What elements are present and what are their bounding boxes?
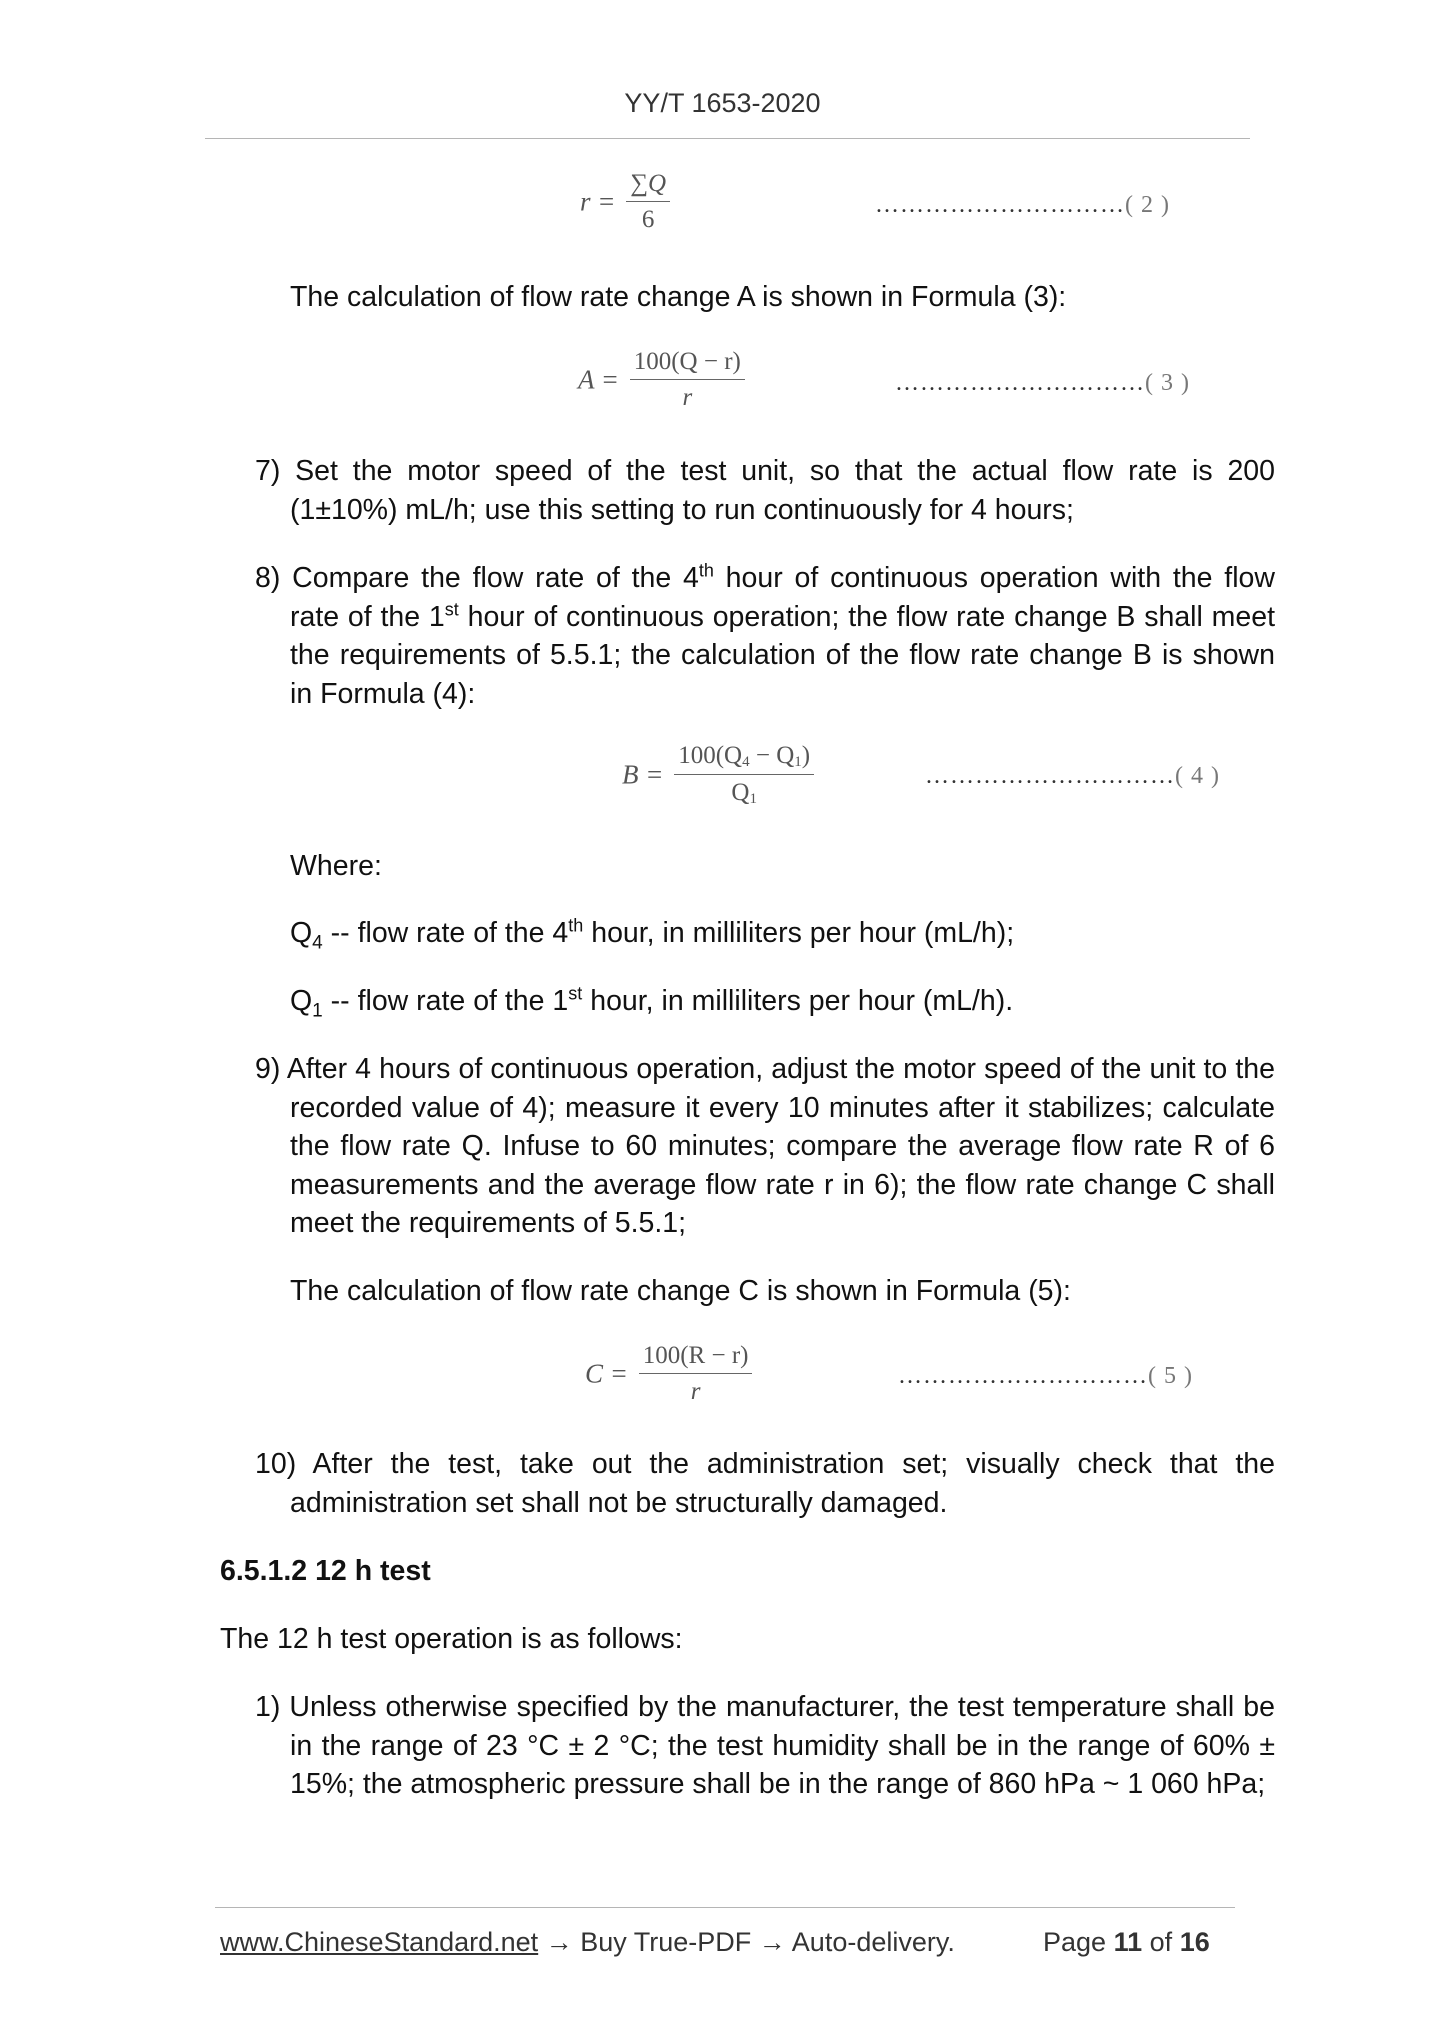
formula-2-fraction <box>626 170 670 234</box>
formula-2-lhs: r = <box>580 186 616 217</box>
arrow-right-icon: → <box>545 1927 573 1957</box>
item-8-text-c: hour of continuous operation; the flow rate change B shall meet the requirements of 5.5.1; the calculation of the flow rate change B is shown in Formula (4): <box>290 600 1276 710</box>
formula-2-numerator: ∑Q <box>626 170 670 202</box>
q4-subscript: 4 <box>312 932 323 954</box>
formula-3-numerator: 100(Q − r) <box>630 348 745 380</box>
document-code-header: YY/T 1653-2020 <box>624 88 821 118</box>
auto-delivery-text: Auto-delivery. <box>791 1927 955 1957</box>
header-divider <box>205 138 1250 139</box>
paragraph-formula-3-intro: The calculation of flow rate change A is shown in Formula (3): <box>290 281 1067 313</box>
formula-2 <box>580 170 670 234</box>
formula-3-lhs: A = <box>578 364 619 395</box>
item-8-text-b: hour of continuous operation with the flow rate of the 1 <box>290 562 1275 633</box>
list-item-10: 10) After the test, take out the administration set; visually check that the administration set shall not be structurally damaged. <box>255 1448 1275 1519</box>
formula-5-lhs: C = <box>585 1358 628 1389</box>
page-label: Page <box>1043 1927 1107 1957</box>
formula-3-dots: ………………………… <box>895 370 1145 396</box>
page-number <box>1043 1927 1210 1958</box>
formula-4-num-a: 100(Q <box>678 742 743 769</box>
footer-left <box>220 1927 955 1958</box>
formula-5-numerator: 100(R − r) <box>639 1342 753 1374</box>
formula-4-numerator <box>674 742 814 775</box>
formula-5-denominator: r <box>690 1378 701 1405</box>
formula-5-fraction <box>639 1342 753 1406</box>
formula-2-dots: ………………………… <box>875 192 1125 218</box>
current-page: 11 <box>1113 1927 1143 1957</box>
item-8-sup-st: st <box>444 599 459 619</box>
formula-3-reference <box>895 370 1190 397</box>
q1-symbol: Q <box>290 985 313 1017</box>
section-heading-6-5-1-2: 6.5.1.2 12 h test <box>220 1555 431 1587</box>
definition-q4 <box>290 914 1014 953</box>
formula-4-den-q: Q <box>731 779 750 806</box>
chinesestandard-link[interactable]: www.ChineseStandard.net <box>220 1927 539 1957</box>
formula-4-num-b: − Q <box>749 742 795 769</box>
list-item-9: 9) After 4 hours of continuous operation, adjust the motor speed of the unit to the recorded value of 4); measure it every 10 minutes after it stabilizes; calculate the flow rate Q. Infuse to 60 minutes; compare the average flow rate R of 6 measurements and the average flow rate r in 6); the flow rate change C shall meet the requirements of 5.5.1; <box>255 1053 1275 1239</box>
formula-2-reference <box>875 192 1170 219</box>
paragraph-12h-intro: The 12 h test operation is as follows: <box>220 1623 683 1655</box>
item-8-text-a: 8) Compare the flow rate of the 4 <box>255 562 699 594</box>
formula-5-number: ( 5 ) <box>1148 1363 1193 1389</box>
definition-q1 <box>290 982 1013 1021</box>
q4-sup: th <box>568 915 584 936</box>
formula-3-denominator: r <box>682 384 693 411</box>
formula-4-num-sub-1: 1 <box>794 754 802 770</box>
q1-text-b: hour, in milliliters per hour (mL/h). <box>582 985 1014 1017</box>
formula-4-number: ( 4 ) <box>1175 763 1220 789</box>
formula-3-number: ( 3 ) <box>1145 370 1190 396</box>
total-pages: 16 <box>1179 1927 1210 1957</box>
q1-sup: st <box>568 983 583 1004</box>
formula-5-reference <box>898 1363 1193 1390</box>
formula-3-fraction <box>630 348 745 412</box>
footer-divider <box>215 1907 1235 1908</box>
q4-text-b: hour, in milliliters per hour (mL/h); <box>583 917 1015 949</box>
list-item-7: 7) Set the motor speed of the test unit, so that the actual flow rate is 200 (1±10%) mL/h; use this setting to run continuously for 4 hours; <box>255 455 1275 526</box>
formula-2-denominator: 6 <box>641 206 655 233</box>
q4-text-a: -- flow rate of the 4 <box>322 917 569 949</box>
formula-4-denominator <box>674 775 814 808</box>
formula-4-den-sub: 1 <box>749 791 757 807</box>
q1-text-a: -- flow rate of the 1 <box>322 985 569 1017</box>
q1-subscript: 1 <box>312 1000 323 1022</box>
formula-5-dots: ………………………… <box>898 1363 1148 1389</box>
formula-4-fraction <box>674 742 814 808</box>
of-label: of <box>1149 1927 1173 1957</box>
formula-4-dots: ………………………… <box>925 763 1175 789</box>
formula-5 <box>585 1342 752 1406</box>
formula-3 <box>578 348 745 412</box>
formula-4 <box>622 742 814 808</box>
formula-4-num-sub-4: 4 <box>742 754 750 770</box>
formula-4-num-c: ) <box>801 742 811 769</box>
list-item-1: 1) Unless otherwise specified by the manufacturer, the test temperature shall be in the range of 23 °C ± 2 °C; the test humidity shall be in the range of 60% ± 15%; the atmospheric pressure shall be in the range of 860 hPa ~ 1 060 hPa; <box>255 1691 1275 1800</box>
buy-true-pdf-text: Buy True-PDF <box>580 1927 752 1957</box>
formula-4-reference <box>925 763 1220 790</box>
where-label: Where: <box>290 850 382 882</box>
q4-symbol: Q <box>290 917 313 949</box>
item-8-sup-th: th <box>698 560 714 581</box>
paragraph-formula-5-intro: The calculation of flow rate change C is shown in Formula (5): <box>290 1275 1071 1307</box>
arrow-right-icon: → <box>758 1927 786 1957</box>
formula-2-number: ( 2 ) <box>1125 192 1170 218</box>
list-item-8 <box>255 559 1275 713</box>
formula-4-lhs: B = <box>622 759 664 790</box>
